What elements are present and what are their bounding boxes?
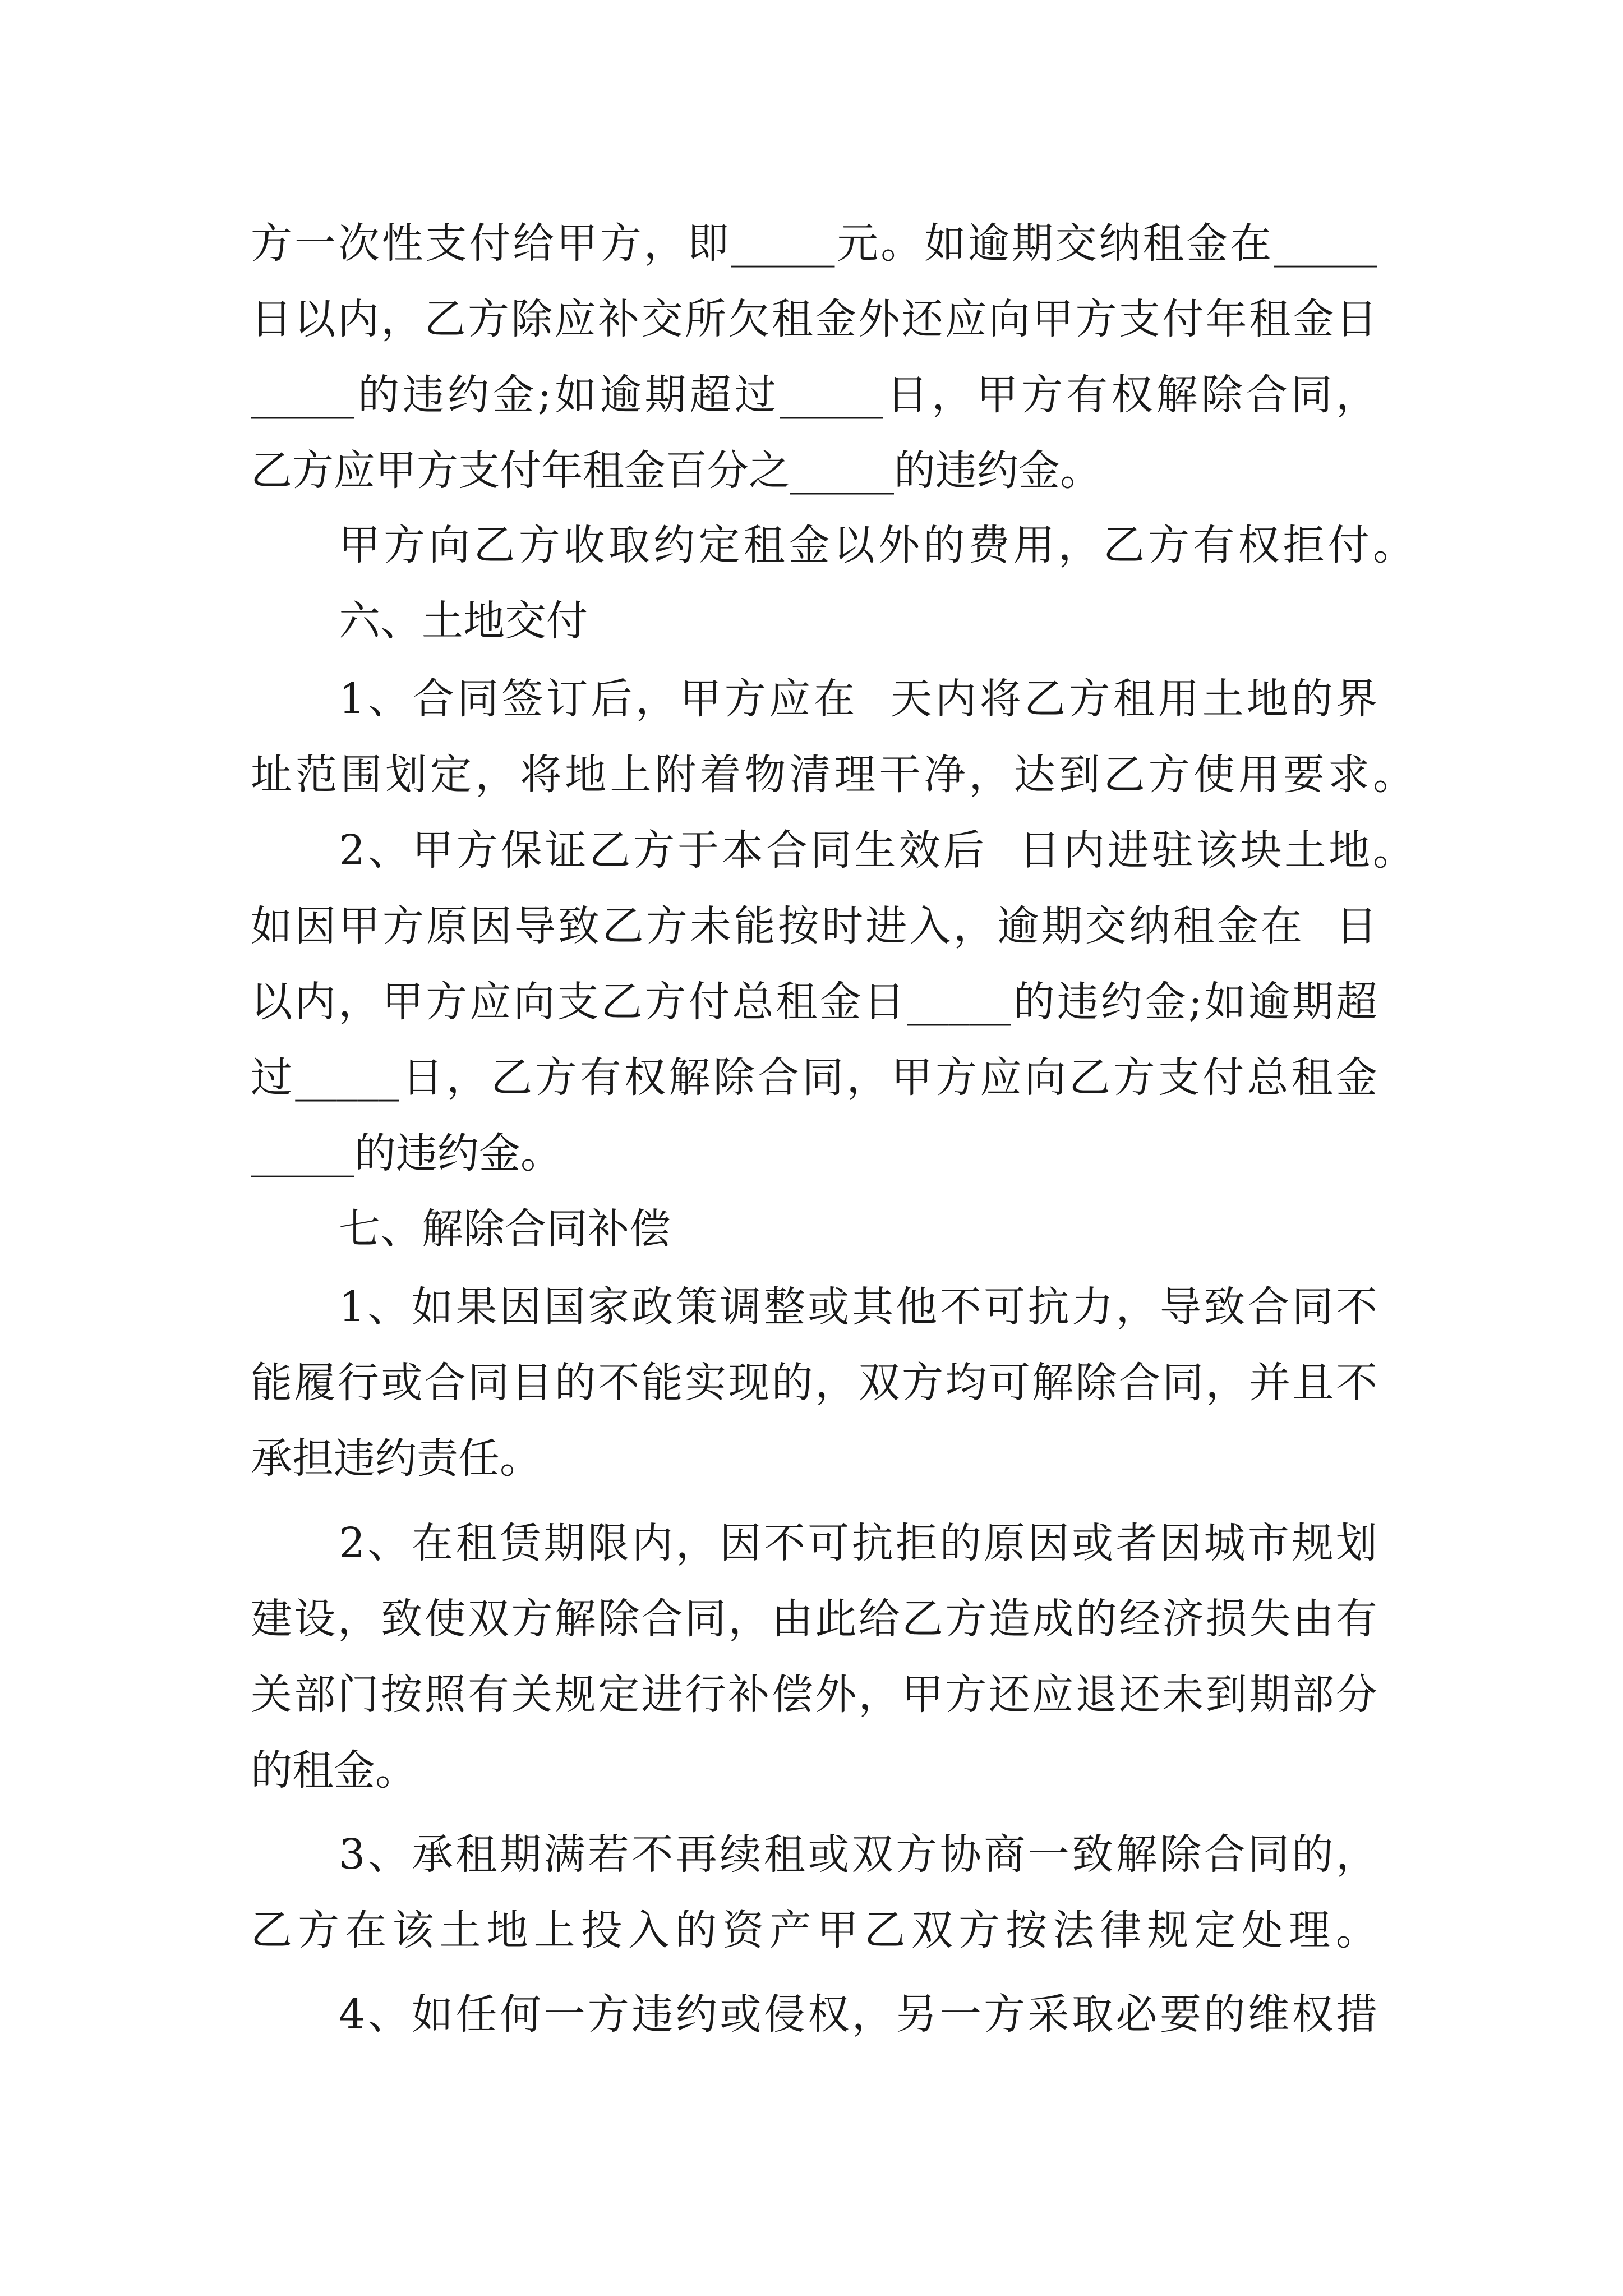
text-line: 2、甲方保证乙方于本合同生效后 日内进驻该块土地。 (339, 826, 1414, 875)
text-line: 乙方应甲方支付年租金百分之_____的违约金。 (251, 447, 1101, 495)
text-line: 1、合同签订后，甲方应在 天内将乙方租用土地的界 (339, 675, 1377, 723)
text-line: 乙方在该土地上投入的资产甲乙双方按法律规定处理。 (251, 1906, 1377, 1954)
text-line: 日以内，乙方除应补交所欠租金外还应向甲方支付年租金日 (251, 295, 1377, 343)
text-line: 的租金。 (251, 1746, 417, 1795)
text-line: 承担违约责任。 (251, 1434, 541, 1483)
text-line: 关部门按照有关规定进行补偿外，甲方还应退还未到期部分 (251, 1671, 1377, 1719)
text-line: 建设，致使双方解除合同，由此给乙方造成的经济损失由有 (251, 1595, 1377, 1643)
text-line: 甲方向乙方收取约定租金以外的费用，乙方有权拒付。 (339, 521, 1414, 569)
section-heading: 七、解除合同补偿 (339, 1205, 671, 1253)
text-line: _____的违约金。 (251, 1129, 562, 1177)
text-line: 能履行或合同目的不能实现的，双方均可解除合同，并且不 (251, 1359, 1377, 1407)
section-heading: 六、土地交付 (339, 597, 588, 645)
text-line: 如因甲方原因导致乙方未能按时进入，逾期交纳租金在 日 (251, 902, 1377, 950)
text-line: 址范围划定，将地上附着物清理干净，达到乙方使用要求。 (251, 751, 1414, 799)
text-line: 3、承租期满若不再续租或双方协商一致解除合同的， (339, 1830, 1377, 1879)
text-line: 2、在租赁期限内，因不可抗拒的原因或者因城市规划 (339, 1519, 1377, 1567)
text-line: 过_____日，乙方有权解除合同，甲方应向乙方支付总租金 (251, 1053, 1377, 1102)
text-line: 以内，甲方应向支乙方付总租金日_____的违约金;如逾期超 (251, 978, 1377, 1026)
text-line: _____的违约金;如逾期超过_____日，甲方有权解除合同， (251, 371, 1377, 419)
text-line: 1、如果因国家政策调整或其他不可抗力，导致合同不 (339, 1283, 1377, 1331)
text-line: 方一次性支付给甲方，即_____元。如逾期交纳租金在_____ (251, 219, 1377, 268)
text-line: 4、如任何一方违约或侵权，另一方采取必要的维权措 (339, 1990, 1377, 2039)
